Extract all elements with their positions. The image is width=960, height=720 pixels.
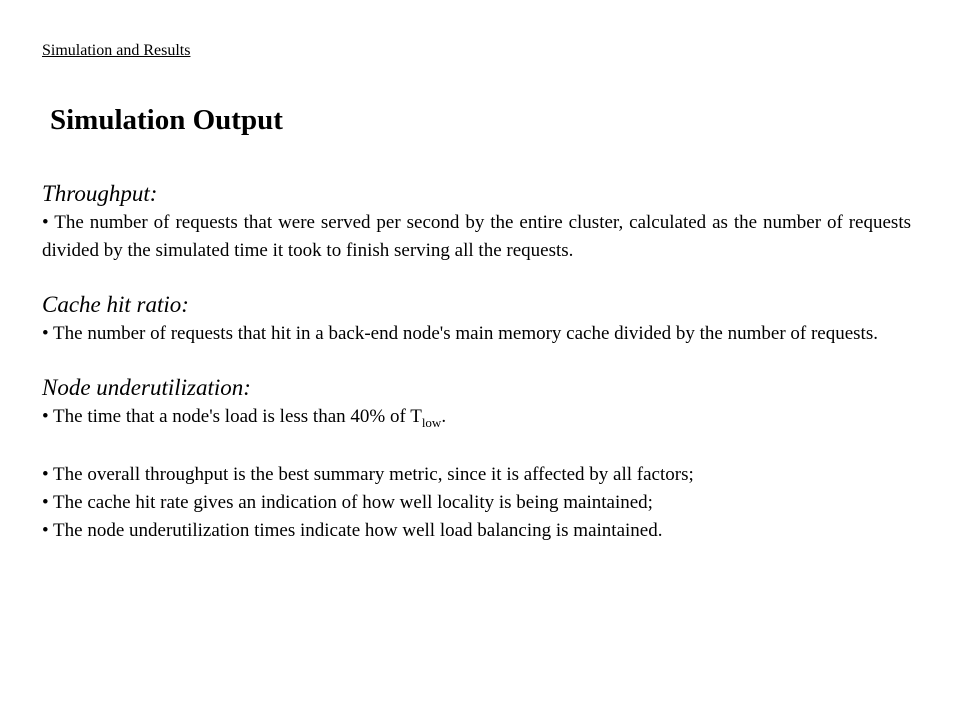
spacer	[42, 265, 911, 289]
slide-title: Simulation Output	[50, 104, 283, 136]
throughput-heading: Throughput:	[42, 181, 158, 206]
summary-bullet-throughput: • The overall throughput is the best summary metric, since it is affected by all factors;	[42, 464, 694, 485]
spacer	[42, 437, 911, 461]
spacer	[42, 348, 911, 372]
summary-bullet-underutilization: • The node underutilization times indicate how well load balancing is maintained.	[42, 520, 663, 541]
node-underutilization-text: • The time that a node's load is less than 40% of T	[42, 406, 422, 427]
header-link[interactable]: Simulation and Results	[42, 42, 191, 59]
node-underutilization-bullet	[42, 403, 911, 437]
summary-bullet-cache-hit-rate: • The cache hit rate gives an indication of how well locality is being maintained;	[42, 492, 653, 513]
cache-hit-ratio-bullet: • The number of requests that hit in a back-end node's main memory cache divided by the number of requests.	[42, 323, 878, 344]
throughput-bullet: • The number of requests that were served per second by the entire cluster, calculated as the number of requests divided by the simulated time it took to finish serving all the requests.	[42, 212, 911, 261]
node-underutilization-heading: Node underutilization:	[42, 375, 251, 400]
slide-content	[42, 178, 911, 545]
cache-hit-ratio-heading: Cache hit ratio:	[42, 292, 189, 317]
t-low-subscript: low	[421, 415, 442, 430]
bullet-period: .	[441, 406, 447, 427]
